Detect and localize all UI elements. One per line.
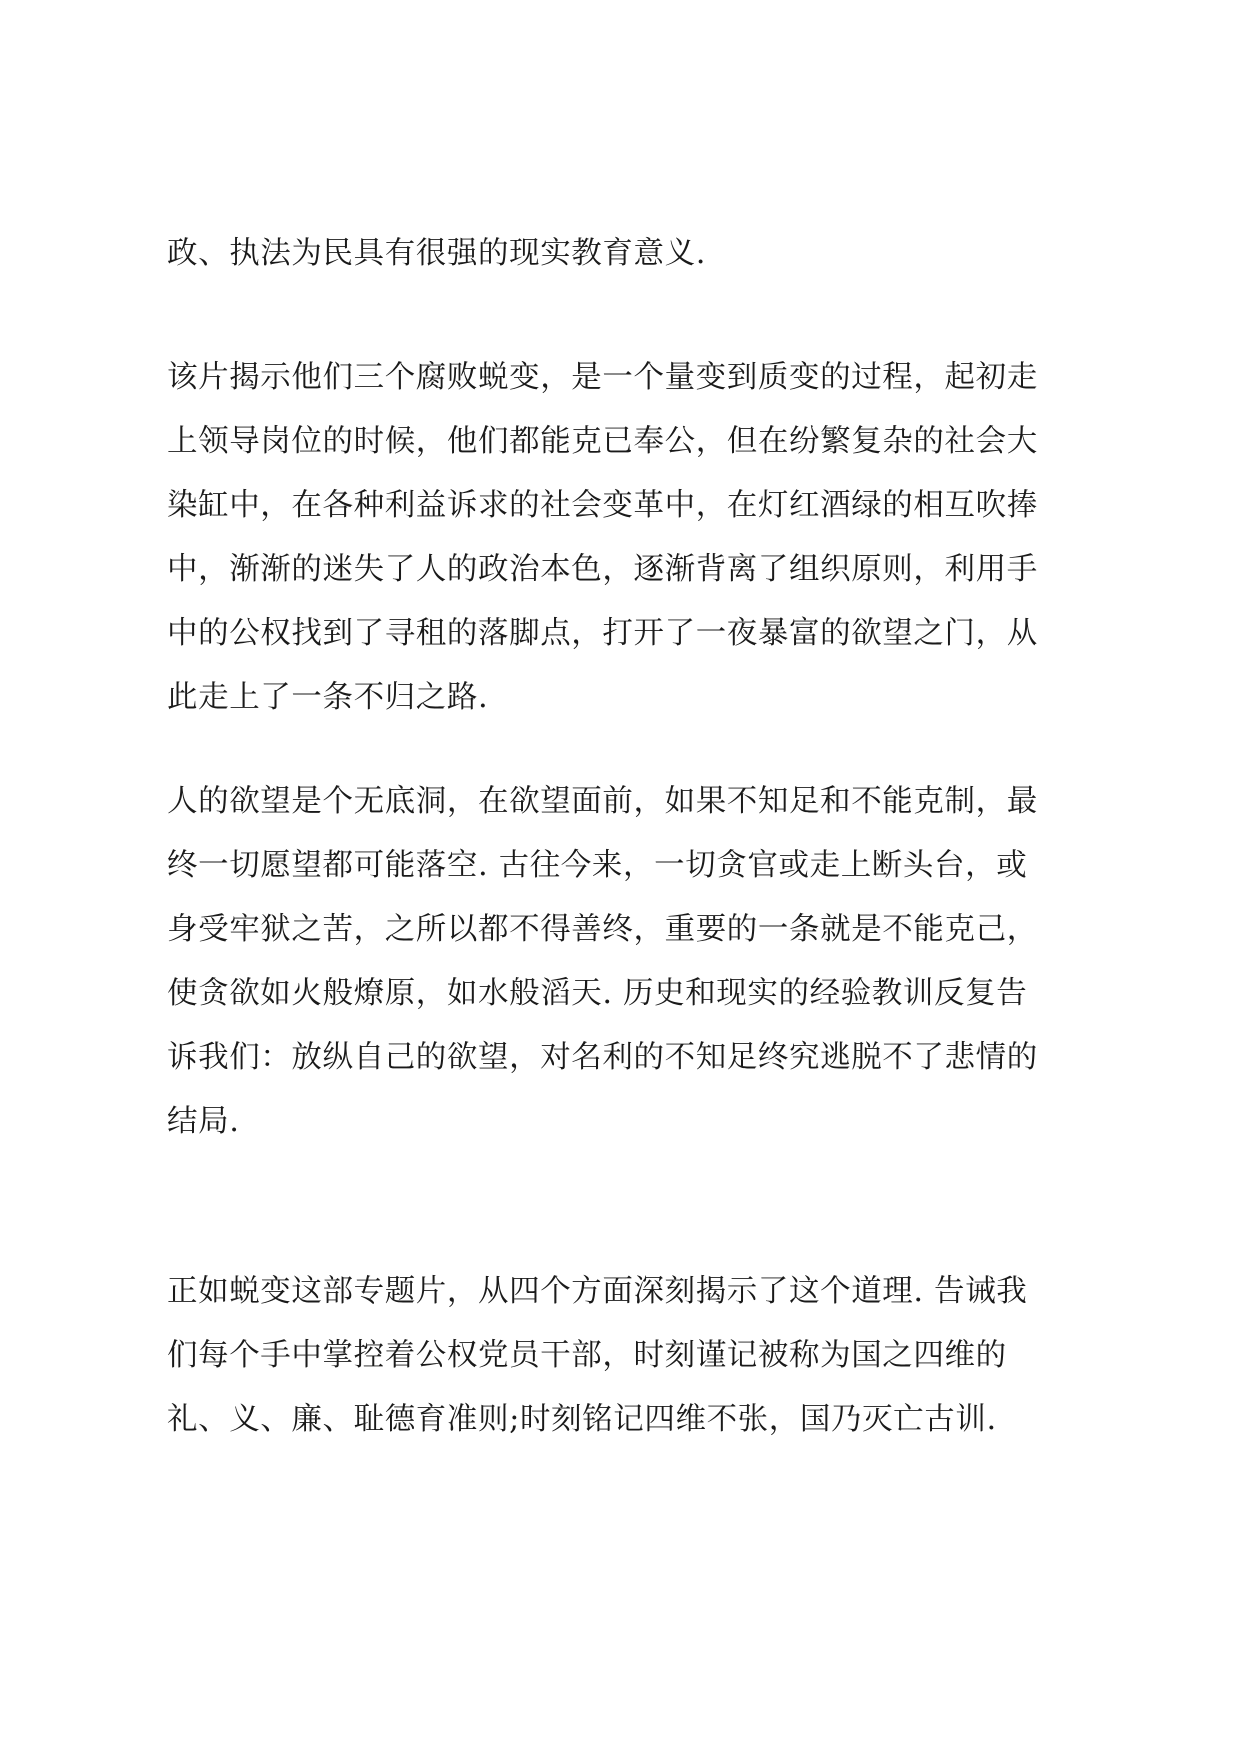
paragraph-line: 诉我们：放纵自己的欲望，对名利的不知足终究逃脱不了悲情的 xyxy=(167,1040,1038,1075)
paragraph-line: 中，渐渐的迷失了人的政治本色，逐渐背离了组织原则，利用手 xyxy=(167,552,1038,587)
paragraph-line: 使贪欲如火般燎原，如水般滔天. 历史和现实的经验教训反复告 xyxy=(167,976,1028,1011)
paragraph-1 xyxy=(167,222,1097,286)
paragraph-line: 终一切愿望都可能落空. 古往今来，一切贪官或走上断头台，或 xyxy=(167,848,1028,883)
paragraph-line: 们每个手中掌控着公权党员干部，时刻谨记被称为国之四维的 xyxy=(167,1338,1007,1373)
paragraph-3 xyxy=(167,770,1097,1154)
paragraph-line: 正如蜕变这部专题片，从四个方面深刻揭示了这个道理. 告诫我 xyxy=(167,1274,1028,1309)
paragraph-line: 该片揭示他们三个腐败蜕变，是一个量变到质变的过程，起初走 xyxy=(167,360,1038,395)
paragraph-line: 中的公权找到了寻租的落脚点，打开了一夜暴富的欲望之门，从 xyxy=(167,616,1038,651)
paragraph-4 xyxy=(167,1260,1097,1452)
paragraph-line: 人的欲望是个无底洞，在欲望面前，如果不知足和不能克制，最 xyxy=(167,784,1038,819)
paragraph-line: 上领导岗位的时候，他们都能克已奉公，但在纷繁复杂的社会大 xyxy=(167,424,1038,459)
paragraph-line: 礼、义、廉、耻德育准则;时刻铭记四维不张，国乃灭亡古训. xyxy=(167,1402,997,1437)
paragraph-line: 此走上了一条不归之路. xyxy=(167,680,489,715)
paragraph-line: 结局. xyxy=(167,1104,240,1139)
paragraph-2 xyxy=(167,346,1097,730)
paragraph-line: 政、执法为民具有很强的现实教育意义. xyxy=(167,236,706,271)
paragraph-line: 身受牢狱之苦，之所以都不得善终，重要的一条就是不能克己， xyxy=(167,912,1038,947)
paragraph-line: 染缸中，在各种利益诉求的社会变革中，在灯红酒绿的相互吹捧 xyxy=(167,488,1038,523)
